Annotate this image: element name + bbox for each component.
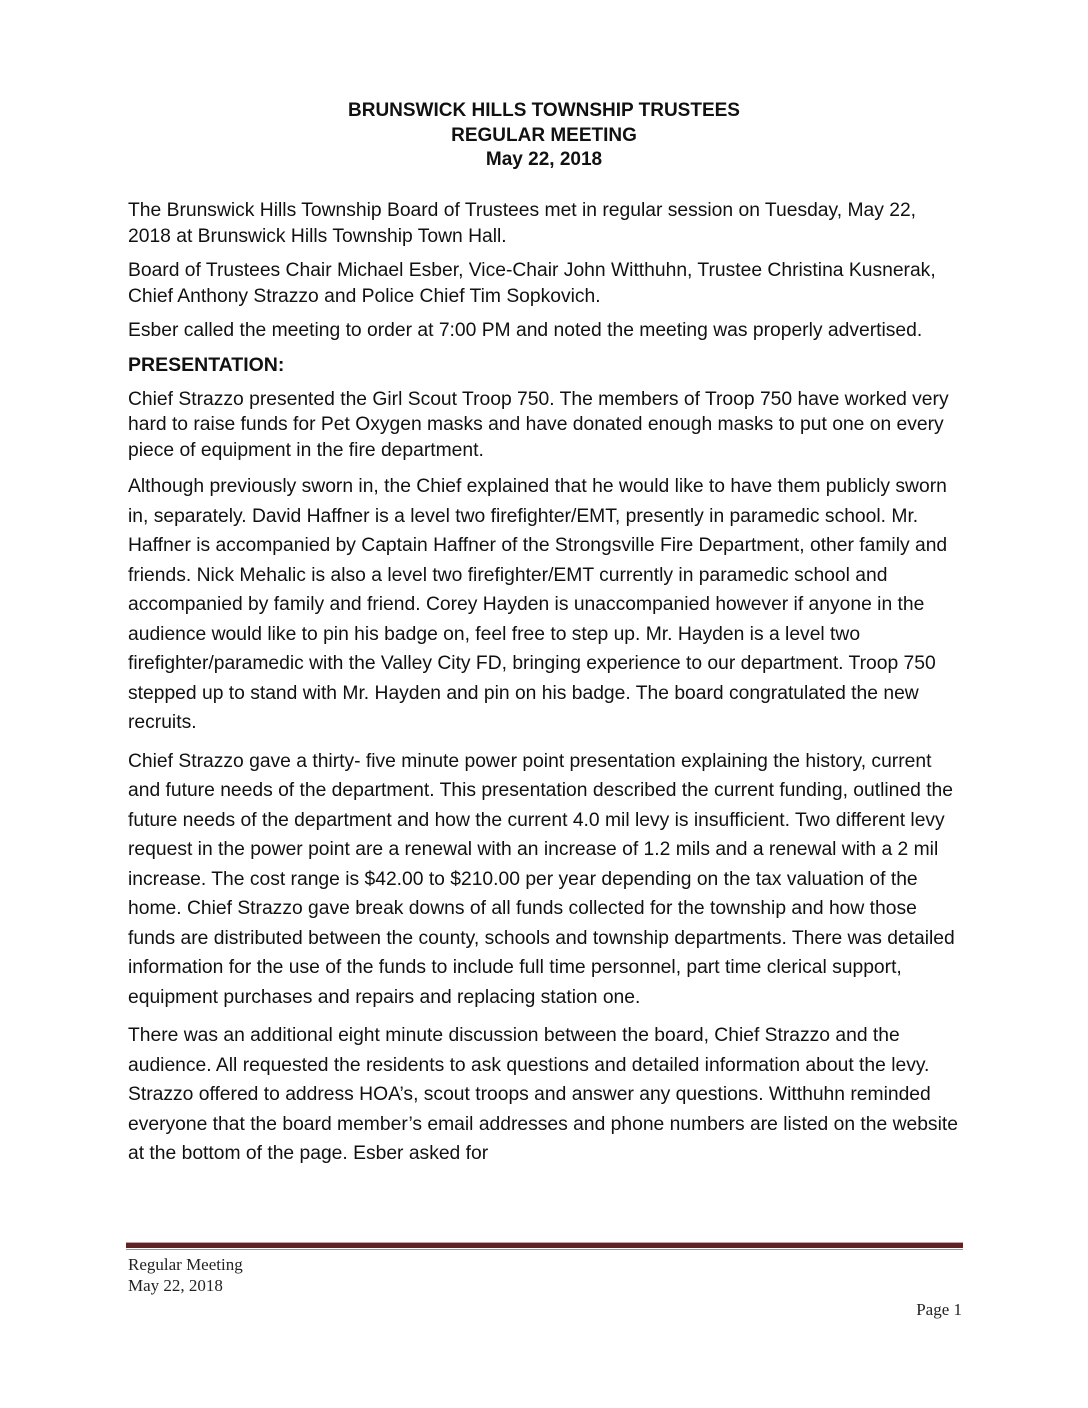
presentation-paragraph-swearing-in: Although previously sworn in, the Chief explained that he would like to have them publicly sworn in, separately. David Haffner is a level two firefighter/EMT, presently in paramedic school. Mr. Haffner is accompanied by Captain Haffner of the Strongsville Fire Department, other family and friends. Nick Mehalic is also a level two firefighter/EMT currently in paramedic school and accompanied by family and friend. Corey Hayden is unaccompanied however if anyone in the audience would like to pin his badge on, feel free to step up. Mr. Hayden is a level two firefighter/paramedic with the Valley City FD, bringing experience to our department. Troop 750 stepped up to stand with Mr. Hayden and pin on his badge. The board congratulated the new recruits. <box>128 476 948 733</box>
presentation-paragraph-discussion: There was an additional eight minute discussion between the board, Chief Strazzo and the audience. All requested the residents to ask questions and detailed information about the levy. Strazzo offered to address HOA’s, scout troops and answer any questions. Witthuhn reminded everyone that the board member’s email addresses and phone numbers are listed on the website at the bottom of the page. Esber asked for <box>128 1025 958 1164</box>
intro-paragraph-session: The Brunswick Hills Township Board of Trustees met in regular session on Tuesday, May 22, 2018 at Brunswick Hills Township Town Hall. <box>128 200 917 247</box>
presentation-paragraph-levy: Chief Strazzo gave a thirty- five minute power point presentation explaining the history, current and future needs of the department. This presentation described the current funding, outlined the future needs of the department and how the current 4.0 mil levy is insufficient. Two different levy request in the power point are a renewal with an increase of 1.2 mils and a renewal with a 2 mil increase. The cost range is $42.00 to $210.00 per year depending on the tax valuation of the home. Chief Strazzo gave break downs of all funds collected for the township and how those funds are distributed between the county, schools and township departments. There was detailed information for the use of the funds to include full time personnel, part time clerical support, equipment purchases and repairs and replacing station one. <box>128 750 955 1008</box>
document-body <box>128 198 964 1178</box>
footer-date: May 22, 2018 <box>128 1276 223 1295</box>
page-number: Page 1 <box>916 1300 962 1319</box>
intro-paragraph-call-to-order: Esber called the meeting to order at 7:00 PM and noted the meeting was properly advertised. <box>128 320 923 341</box>
header-date: May 22, 2018 <box>485 149 603 170</box>
footer-title: Regular Meeting <box>128 1255 243 1274</box>
header-meeting-type: REGULAR MEETING <box>451 124 637 146</box>
section-heading-presentation: PRESENTATION: <box>128 353 285 376</box>
document-header <box>0 99 1088 173</box>
footer-info <box>128 1254 243 1296</box>
presentation-paragraph-troop: Chief Strazzo presented the Girl Scout Troop 750. The members of Troop 750 have worked very hard to raise funds for Pet Oxygen masks and have donated enough masks to put one on every piece of equipment in the fire department. <box>128 388 949 461</box>
footer-divider <box>126 1242 963 1251</box>
intro-paragraph-attendees: Board of Trustees Chair Michael Esber, Vice-Chair John Witthuhn, Trustee Christina Kusnerak, Chief Anthony Strazzo and Police Chief Tim Sopkovich. <box>128 260 936 307</box>
header-organization: BRUNSWICK HILLS TOWNSHIP TRUSTEES <box>348 100 740 121</box>
